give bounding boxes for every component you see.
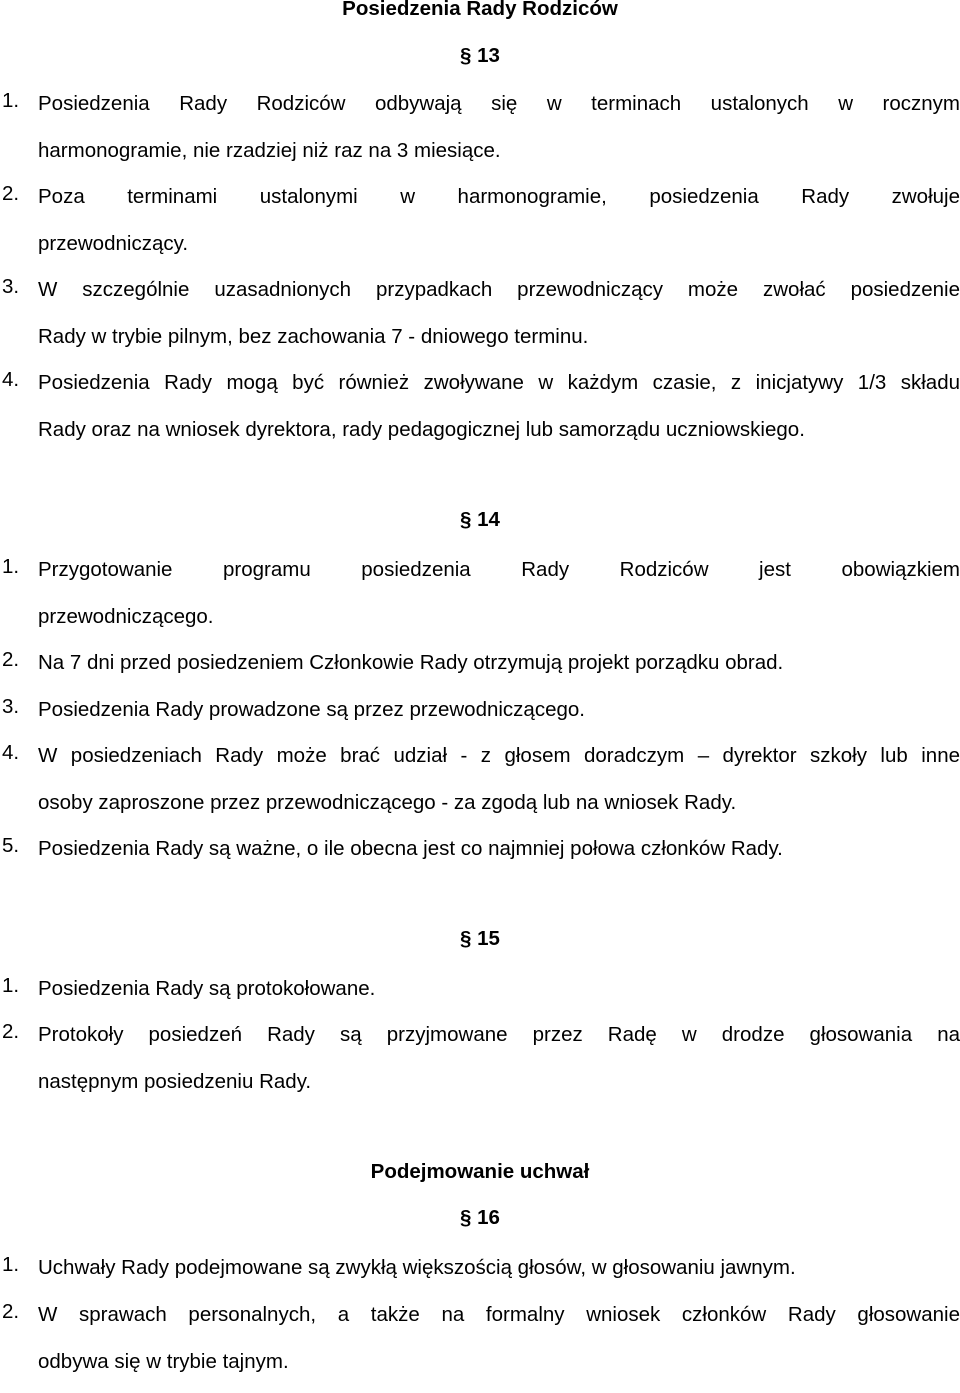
item-text-line: przewodniczący. xyxy=(38,229,960,276)
item-text-line: Posiedzenia Rady są ważne, o ile obecna jest co najmniej połowa członków Rady. xyxy=(38,834,960,881)
section-heading-meetings: Posiedzenia Rady Rodziców xyxy=(0,0,960,21)
item-text-line: Posiedzenia Rady prowadzone są przez przewodniczącego. xyxy=(38,695,960,742)
item-number: 3. xyxy=(2,275,19,299)
item-number: 2. xyxy=(2,182,19,206)
item-text-line: Posiedzenia Rady są protokołowane. xyxy=(38,974,960,1021)
item-text-line: Na 7 dni przed posiedzeniem Członkowie Rady otrzymują projekt porządku obrad. xyxy=(38,648,960,695)
item-number: 1. xyxy=(2,555,19,579)
item-number: 2. xyxy=(2,1020,19,1044)
item-text-line: W szczególnie uzasadnionych przypadkach przewodniczący może zwołać posiedzenie xyxy=(38,275,960,322)
item-number: 4. xyxy=(2,368,19,392)
item-text-line: harmonogramie, nie rzadziej niż raz na 3 miesiące. xyxy=(38,136,960,183)
item-text-line: następnym posiedzeniu Rady. xyxy=(38,1067,960,1114)
item-number: 1. xyxy=(2,1253,19,1277)
item-text-line: odbywa się w trybie tajnym. xyxy=(38,1347,960,1393)
item-number: 2. xyxy=(2,648,19,672)
item-number: 5. xyxy=(2,834,19,858)
paragraph-number-13: § 13 xyxy=(0,44,960,68)
item-number: 4. xyxy=(2,741,19,765)
item-text-line: Poza terminami ustalonymi w harmonogramie, posiedzenia Rady zwołuje xyxy=(38,182,960,229)
item-number: 3. xyxy=(2,695,19,719)
item-number: 1. xyxy=(2,89,19,113)
item-text-line: Posiedzenia Rady mogą być również zwoływane w każdym czasie, z inicjatywy 1/3 składu xyxy=(38,368,960,415)
paragraph-number-15: § 15 xyxy=(0,927,960,951)
item-text-line: W sprawach personalnych, a także na formalny wniosek członków Rady głosowanie xyxy=(38,1300,960,1347)
item-text-line: Rady w trybie pilnym, bez zachowania 7 - dniowego terminu. xyxy=(38,322,960,369)
paragraph-number-16: § 16 xyxy=(0,1206,960,1230)
item-text-line: W posiedzeniach Rady może brać udział - z głosem doradczym – dyrektor szkoły lub inne xyxy=(38,741,960,788)
item-number: 2. xyxy=(2,1300,19,1324)
section-heading-resolutions: Podejmowanie uchwał xyxy=(0,1160,960,1184)
item-number: 1. xyxy=(2,974,19,998)
item-text-line: Protokoły posiedzeń Rady są przyjmowane przez Radę w drodze głosowania na xyxy=(38,1020,960,1067)
item-text-line: osoby zaproszone przez przewodniczącego - za zgodą lub na wniosek Rady. xyxy=(38,788,960,835)
item-text-line: Rady oraz na wniosek dyrektora, rady pedagogicznej lub samorządu uczniowskiego. xyxy=(38,415,960,462)
item-text-line: Uchwały Rady podejmowane są zwykłą większością głosów, w głosowaniu jawnym. xyxy=(38,1253,960,1300)
item-text-line: przewodniczącego. xyxy=(38,602,960,649)
paragraph-number-14: § 14 xyxy=(0,508,960,532)
item-text-line: Posiedzenia Rady Rodziców odbywają się w terminach ustalonych w rocznym xyxy=(38,89,960,136)
item-text-line: Przygotowanie programu posiedzenia Rady Rodziców jest obowiązkiem xyxy=(38,555,960,602)
